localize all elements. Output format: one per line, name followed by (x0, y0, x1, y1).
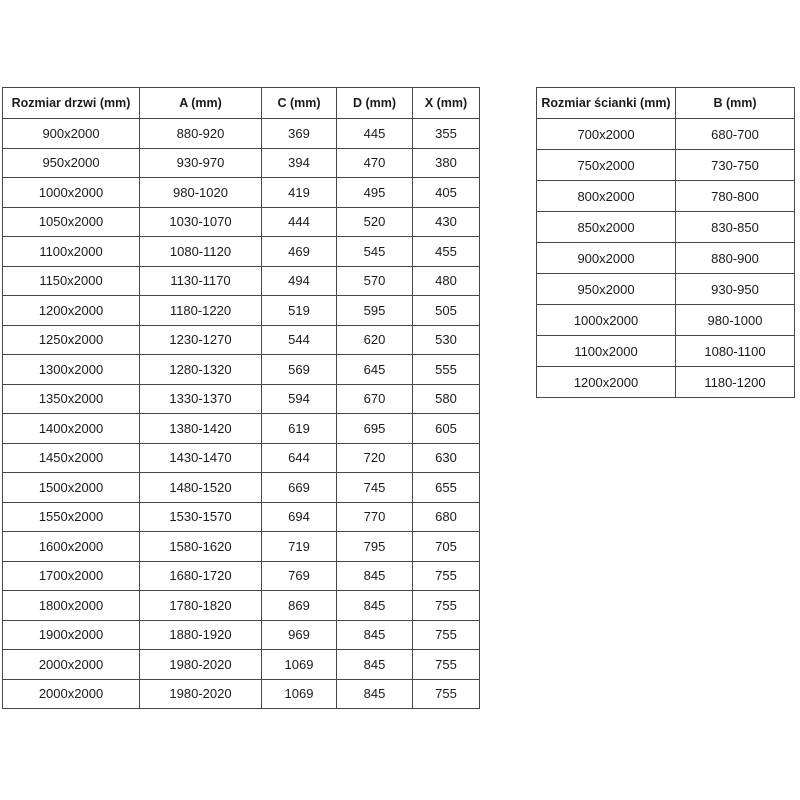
table-cell: 845 (337, 591, 413, 621)
table-cell: 755 (413, 591, 480, 621)
table-cell: 1780-1820 (140, 591, 262, 621)
table-cell: 369 (262, 119, 337, 149)
table-cell: 1900x2000 (3, 620, 140, 650)
table-cell: 519 (262, 296, 337, 326)
table-row (3, 237, 480, 267)
table-cell: 520 (337, 207, 413, 237)
wall-table-body (537, 119, 795, 398)
table-cell: 969 (262, 620, 337, 650)
table-cell: 470 (337, 148, 413, 178)
table-row (3, 561, 480, 591)
table-cell: 444 (262, 207, 337, 237)
column-header: X (mm) (413, 88, 480, 119)
table-cell: 2000x2000 (3, 679, 140, 709)
table-cell: 694 (262, 502, 337, 532)
table-cell: 705 (413, 532, 480, 562)
table-cell: 419 (262, 178, 337, 208)
table-cell: 700x2000 (537, 119, 676, 150)
table-cell: 980-1000 (676, 305, 795, 336)
table-cell: 845 (337, 620, 413, 650)
table-cell: 750x2000 (537, 150, 676, 181)
table-cell: 1980-2020 (140, 679, 262, 709)
table-cell: 1480-1520 (140, 473, 262, 503)
table-row (3, 355, 480, 385)
table-cell: 595 (337, 296, 413, 326)
table-row (537, 367, 795, 398)
table-cell: 1280-1320 (140, 355, 262, 385)
table-cell: 980-1020 (140, 178, 262, 208)
table-cell: 1000x2000 (3, 178, 140, 208)
table-cell: 570 (337, 266, 413, 296)
table-cell: 830-850 (676, 212, 795, 243)
table-cell: 620 (337, 325, 413, 355)
table-row (3, 620, 480, 650)
table-cell: 605 (413, 414, 480, 444)
table-cell: 1550x2000 (3, 502, 140, 532)
table-cell: 644 (262, 443, 337, 473)
table-cell: 619 (262, 414, 337, 444)
table-cell: 1130-1170 (140, 266, 262, 296)
table-cell: 1230-1270 (140, 325, 262, 355)
table-cell: 594 (262, 384, 337, 414)
table-cell: 2000x2000 (3, 650, 140, 680)
wall-table-header-row (537, 88, 795, 119)
table-cell: 1180-1200 (676, 367, 795, 398)
table-cell: 1880-1920 (140, 620, 262, 650)
table-cell: 1069 (262, 650, 337, 680)
table-cell: 1350x2000 (3, 384, 140, 414)
table-cell: 505 (413, 296, 480, 326)
table-cell: 1400x2000 (3, 414, 140, 444)
table-row (3, 532, 480, 562)
table-cell: 769 (262, 561, 337, 591)
table-cell: 1330-1370 (140, 384, 262, 414)
column-header: Rozmiar ścianki (mm) (537, 88, 676, 119)
table-cell: 1700x2000 (3, 561, 140, 591)
table-cell: 680 (413, 502, 480, 532)
table-cell: 530 (413, 325, 480, 355)
table-cell: 480 (413, 266, 480, 296)
table-cell: 845 (337, 561, 413, 591)
column-header: B (mm) (676, 88, 795, 119)
table-cell: 1380-1420 (140, 414, 262, 444)
table-cell: 1450x2000 (3, 443, 140, 473)
table-cell: 1030-1070 (140, 207, 262, 237)
table-row (3, 650, 480, 680)
table-row (537, 274, 795, 305)
table-cell: 845 (337, 650, 413, 680)
table-cell: 1300x2000 (3, 355, 140, 385)
table-row (537, 305, 795, 336)
table-cell: 680-700 (676, 119, 795, 150)
table-cell: 1600x2000 (3, 532, 140, 562)
table-cell: 380 (413, 148, 480, 178)
table-cell: 670 (337, 384, 413, 414)
table-cell: 669 (262, 473, 337, 503)
table-cell: 900x2000 (3, 119, 140, 149)
table-row (3, 119, 480, 149)
table-cell: 430 (413, 207, 480, 237)
table-row (3, 266, 480, 296)
table-cell: 405 (413, 178, 480, 208)
table-cell: 645 (337, 355, 413, 385)
column-header: Rozmiar drzwi (mm) (3, 88, 140, 119)
table-cell: 950x2000 (3, 148, 140, 178)
table-cell: 800x2000 (537, 181, 676, 212)
table-cell: 1200x2000 (537, 367, 676, 398)
table-cell: 869 (262, 591, 337, 621)
column-header: A (mm) (140, 88, 262, 119)
table-cell: 1180-1220 (140, 296, 262, 326)
table-cell: 880-900 (676, 243, 795, 274)
table-cell: 795 (337, 532, 413, 562)
table-cell: 930-950 (676, 274, 795, 305)
table-cell: 755 (413, 620, 480, 650)
table-cell: 1100x2000 (537, 336, 676, 367)
table-cell: 355 (413, 119, 480, 149)
table-row (537, 119, 795, 150)
door-table-header-row (3, 88, 480, 119)
table-cell: 495 (337, 178, 413, 208)
table-cell: 950x2000 (537, 274, 676, 305)
table-cell: 1980-2020 (140, 650, 262, 680)
table-cell: 845 (337, 679, 413, 709)
table-cell: 580 (413, 384, 480, 414)
table-cell: 850x2000 (537, 212, 676, 243)
table-cell: 469 (262, 237, 337, 267)
table-cell: 1200x2000 (3, 296, 140, 326)
table-row (3, 502, 480, 532)
table-cell: 1080-1100 (676, 336, 795, 367)
door-table-body (3, 119, 480, 709)
column-header: D (mm) (337, 88, 413, 119)
table-cell: 745 (337, 473, 413, 503)
table-cell: 655 (413, 473, 480, 503)
table-cell: 880-920 (140, 119, 262, 149)
table-row (3, 148, 480, 178)
table-cell: 755 (413, 650, 480, 680)
table-cell: 695 (337, 414, 413, 444)
table-row (3, 325, 480, 355)
table-row (537, 212, 795, 243)
table-cell: 730-750 (676, 150, 795, 181)
table-row (537, 150, 795, 181)
table-cell: 1250x2000 (3, 325, 140, 355)
table-cell: 719 (262, 532, 337, 562)
table-cell: 1100x2000 (3, 237, 140, 267)
table-cell: 569 (262, 355, 337, 385)
table-row (3, 591, 480, 621)
table-cell: 1000x2000 (537, 305, 676, 336)
table-cell: 1150x2000 (3, 266, 140, 296)
table-row (3, 414, 480, 444)
table-row (3, 178, 480, 208)
table-cell: 545 (337, 237, 413, 267)
table-cell: 770 (337, 502, 413, 532)
table-cell: 494 (262, 266, 337, 296)
table-row (537, 336, 795, 367)
table-cell: 1680-1720 (140, 561, 262, 591)
table-row (537, 181, 795, 212)
table-row (537, 243, 795, 274)
table-cell: 445 (337, 119, 413, 149)
table-cell: 555 (413, 355, 480, 385)
table-row (3, 679, 480, 709)
table-cell: 755 (413, 561, 480, 591)
table-cell: 455 (413, 237, 480, 267)
table-row (3, 443, 480, 473)
table-cell: 900x2000 (537, 243, 676, 274)
table-cell: 630 (413, 443, 480, 473)
table-cell: 930-970 (140, 148, 262, 178)
table-cell: 720 (337, 443, 413, 473)
table-cell: 1050x2000 (3, 207, 140, 237)
table-cell: 1069 (262, 679, 337, 709)
table-cell: 780-800 (676, 181, 795, 212)
column-header: C (mm) (262, 88, 337, 119)
wall-size-table (536, 87, 795, 398)
table-cell: 544 (262, 325, 337, 355)
table-cell: 1800x2000 (3, 591, 140, 621)
table-cell: 1080-1120 (140, 237, 262, 267)
table-cell: 1430-1470 (140, 443, 262, 473)
table-row (3, 384, 480, 414)
table-cell: 1500x2000 (3, 473, 140, 503)
table-cell: 1530-1570 (140, 502, 262, 532)
table-row (3, 296, 480, 326)
table-cell: 755 (413, 679, 480, 709)
table-cell: 394 (262, 148, 337, 178)
table-row (3, 207, 480, 237)
door-size-table (2, 87, 480, 709)
table-row (3, 473, 480, 503)
table-cell: 1580-1620 (140, 532, 262, 562)
